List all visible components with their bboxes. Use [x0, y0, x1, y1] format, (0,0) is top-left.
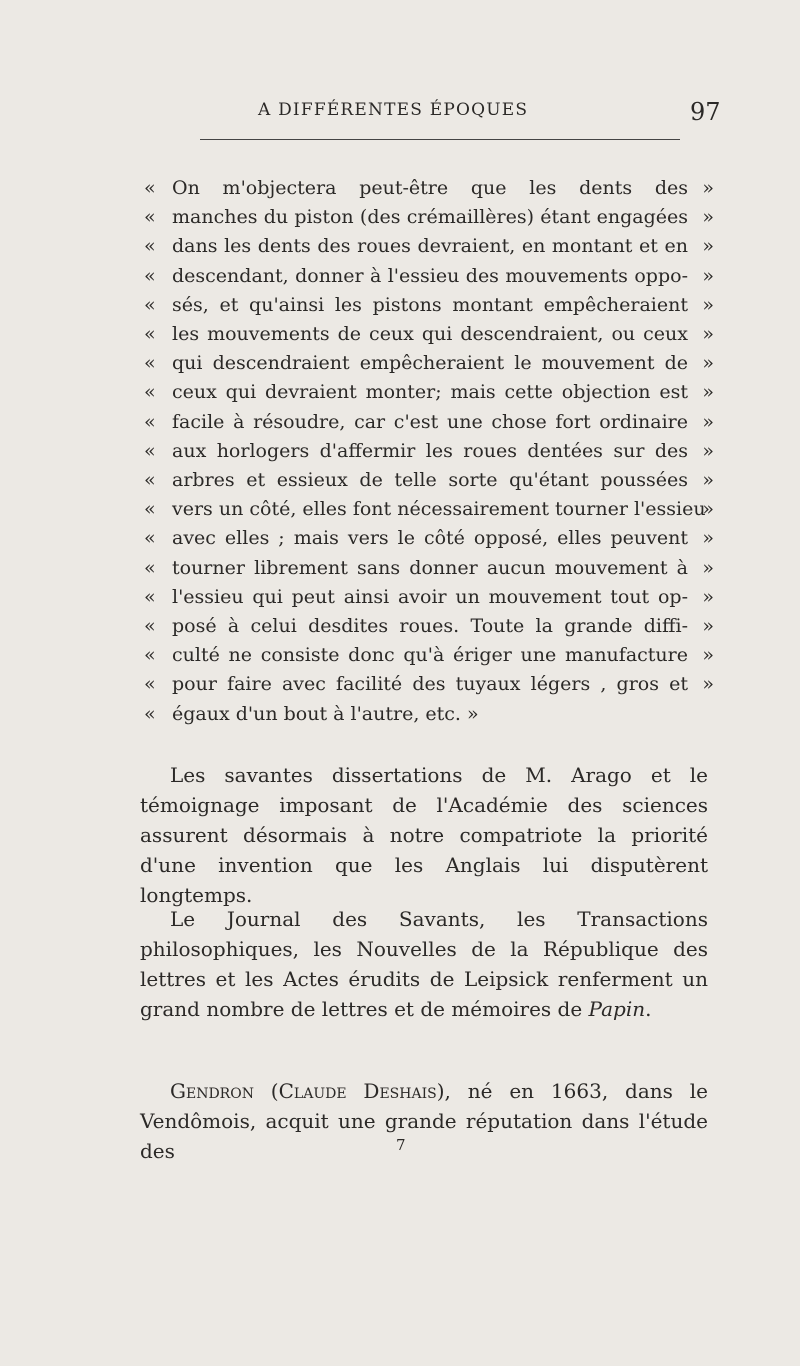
quote-close-mark: » — [702, 615, 714, 637]
quote-line — [144, 353, 714, 373]
quote-close-mark: » — [702, 498, 714, 521]
quote-line-text: tourner librement sans donner aucun mouvement à — [172, 556, 688, 579]
quote-close-mark: » — [702, 206, 714, 229]
quote-line-text: ceux qui devraient monter; mais cette objection est — [172, 381, 688, 404]
quote-line — [144, 324, 714, 344]
quote-open-mark: « — [144, 644, 156, 667]
quote-open-mark: « — [144, 235, 156, 258]
quote-open-mark: « — [144, 702, 156, 725]
quote-open-mark: « — [144, 323, 156, 345]
paragraph-arago — [140, 760, 708, 910]
quote-line — [144, 470, 714, 490]
quote-line — [144, 587, 714, 607]
quote-line-text: arbres et essieux de telle sorte qu'étant poussées — [172, 469, 688, 491]
paragraph-journals — [140, 904, 708, 1024]
quote-line — [144, 704, 714, 724]
quote-open-mark: « — [144, 527, 156, 550]
quote-open-mark: « — [144, 264, 156, 287]
quote-close-mark: » — [702, 585, 714, 608]
quote-line-text: pour faire avec facilité des tuyaux légers , gros et — [172, 673, 688, 696]
quote-close-mark: » — [702, 323, 714, 345]
quote-line — [144, 645, 714, 665]
quote-close-mark: » — [702, 293, 714, 316]
quote-line-text: les mouvements de ceux qui descendraient, ou ceux — [172, 323, 688, 345]
paragraph-gendron — [140, 1076, 708, 1166]
quote-line — [144, 558, 714, 578]
quote-close-mark: » — [702, 556, 714, 579]
quote-line-text: sés, et qu'ainsi les pistons montant empêcheraient — [172, 293, 688, 316]
page-number: 97 — [690, 98, 721, 126]
quote-open-mark: « — [144, 585, 156, 608]
quote-line-text: facile à résoudre, car c'est une chose fort ordinaire — [172, 410, 688, 433]
quote-line-text: aux horlogers d'affermir les roues dentées sur des — [172, 439, 688, 462]
quote-close-mark: » — [702, 527, 714, 550]
quote-line-text: culté ne consiste donc qu'à ériger une manufacture — [172, 644, 688, 667]
quote-line — [144, 236, 714, 256]
quote-line-text: qui descendraient empêcheraient le mouvement de — [172, 352, 688, 375]
quote-line-text: descendant, donner à l'essieu des mouvements oppo- — [172, 264, 688, 287]
quote-close-mark: » — [702, 644, 714, 667]
quote-line-text: égaux d'un bout à l'autre, etc. » — [172, 702, 479, 725]
quote-line-text: posé à celui desdites roues. Toute la grande diffi- — [172, 615, 688, 637]
quote-open-mark: « — [144, 352, 156, 375]
quote-open-mark: « — [144, 206, 156, 229]
quote-line-text: manches du piston (des crémaillères) étant engagées — [172, 206, 688, 229]
quote-close-mark: » — [702, 381, 714, 404]
quote-line — [144, 441, 714, 461]
quote-line-text: dans les dents des roues devraient, en montant et en — [172, 235, 688, 258]
quote-line — [144, 499, 714, 519]
paragraph-end: . — [645, 997, 652, 1021]
quote-line-text: vers un côté, elles font nécessairement tourner l'essieu — [172, 498, 706, 521]
quote-open-mark: « — [144, 615, 156, 637]
running-title: A DIFFÉRENTES ÉPOQUES — [258, 100, 529, 120]
quote-close-mark: » — [702, 235, 714, 258]
quote-open-mark: « — [144, 293, 156, 316]
quote-line — [144, 674, 714, 694]
quote-line — [144, 528, 714, 548]
quote-line — [144, 207, 714, 227]
quote-line-text: avec elles ; mais vers le côté opposé, elles peuvent — [172, 527, 688, 550]
quote-close-mark: » — [702, 673, 714, 696]
quote-open-mark: « — [144, 556, 156, 579]
quote-line — [144, 266, 714, 286]
quote-open-mark: « — [144, 498, 156, 521]
paragraph-text: Le Journal des Savants, les Transactions philosophiques, les Nouvelles de la République des lettres et les Actes érudits de Leipsick renferment un grand nombre de lettres et de mémoires de — [140, 907, 708, 1021]
quote-line-text: l'essieu qui peut ainsi avoir un mouvement tout op- — [172, 585, 688, 608]
quote-close-mark: » — [702, 410, 714, 433]
quote-close-mark: » — [702, 439, 714, 462]
quote-open-mark: « — [144, 410, 156, 433]
gendron-name: Gendron (Claude Deshais) — [170, 1079, 445, 1103]
quote-open-mark: « — [144, 381, 156, 404]
quote-line — [144, 295, 714, 315]
header-rule — [200, 139, 680, 140]
quote-line — [144, 382, 714, 402]
paragraph-text: Les savantes dissertations de M. Arago et le témoignage imposant de l'Académie des sciences assurent désormais à notre compatriote la priorité d'une invention que les Anglais lui disputèrent longtemps. — [140, 763, 708, 907]
quote-open-mark: « — [144, 673, 156, 696]
quote-close-mark: » — [702, 469, 714, 491]
quote-line — [144, 616, 714, 636]
quote-open-mark: « — [144, 469, 156, 491]
quote-close-mark: » — [702, 177, 714, 199]
quote-open-mark: « — [144, 439, 156, 462]
quote-line — [144, 412, 714, 432]
quote-close-mark: » — [702, 352, 714, 375]
quote-line-text: On m'objectera peut-être que les dents des — [172, 177, 688, 199]
quote-close-mark: » — [702, 264, 714, 287]
quote-open-mark: « — [144, 177, 156, 199]
quote-line — [144, 178, 714, 198]
paragraph-text: , né en 1663, dans le Vendômois, acquit une grande réputation dans l'étude des — [140, 1079, 709, 1163]
signature-mark: 7 — [396, 1136, 406, 1154]
papin-name: Papin — [588, 997, 646, 1021]
